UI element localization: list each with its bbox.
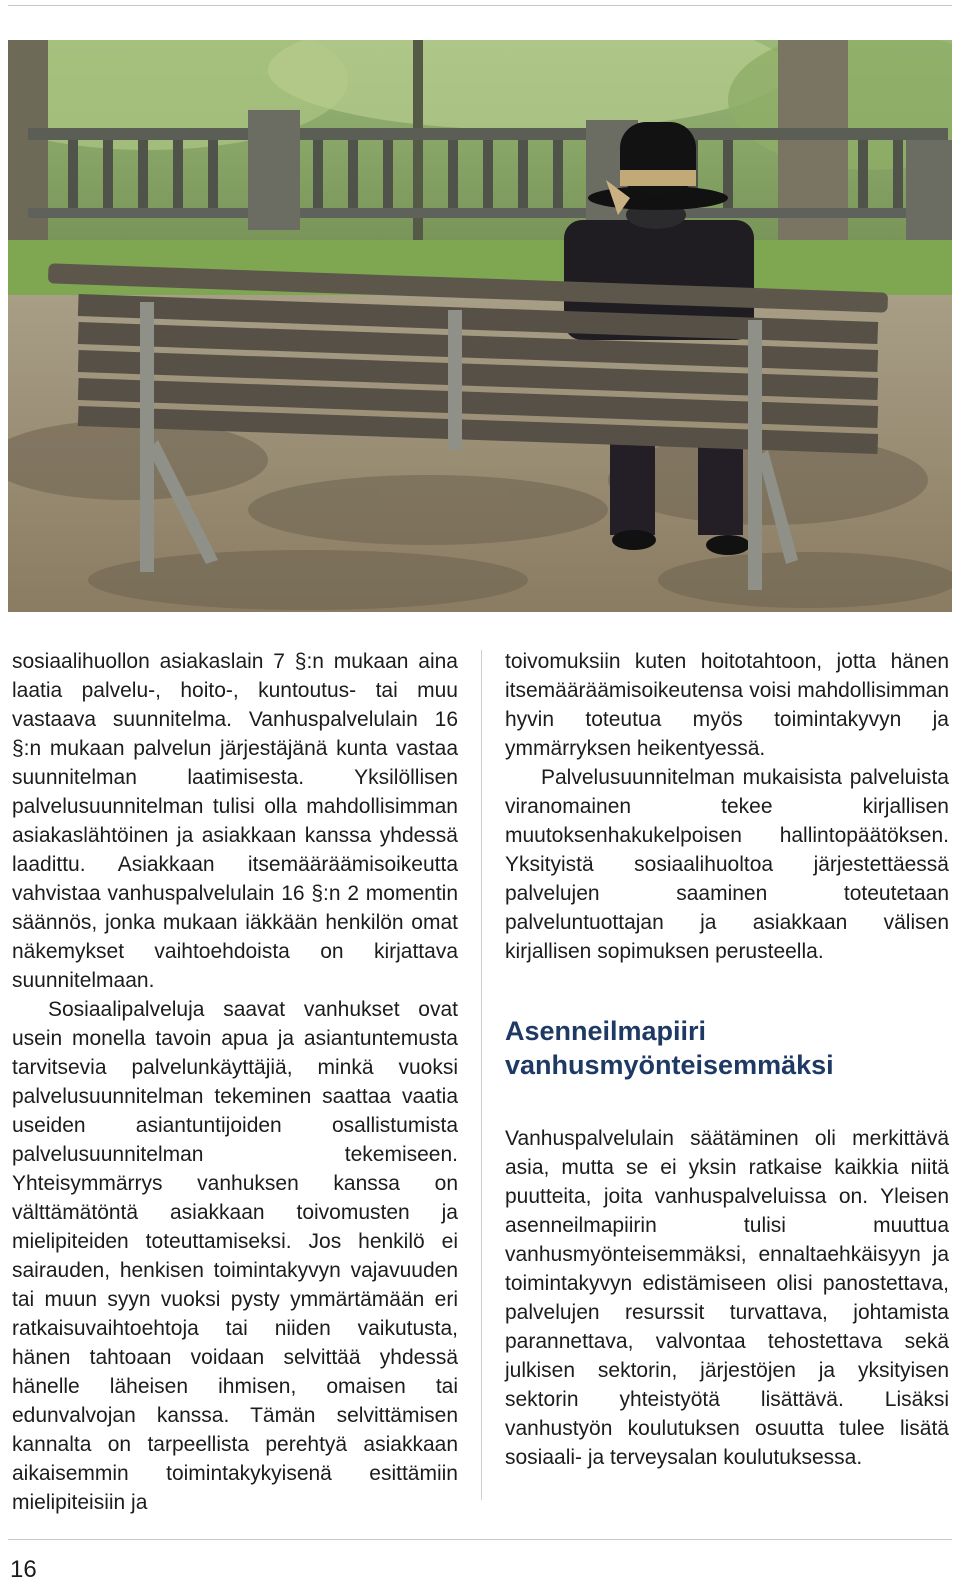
- section-heading-line: vanhusmyönteisemmäksi: [505, 1050, 834, 1080]
- section-paragraph: Vanhuspalvelulain säätäminen oli merkittävä asia, mutta se ei yksin ratkaise kaikkia niitä puutteita, joita vanhuspalveluissa on. Yleisen asenneilmapiirin tulisi muuttua vanhusmyönteisemmäksi, ennaltaehkäisyyn ja toimintakyvyn edistämiseen olisi panostettava, palvelujen resurssit turvattava, johtamista parannettava, valvontaa tehostettava sekä julkisen sektorin, järjestöjen ja yksityisen sektorin yhteistyötä lisättävä. Lisäksi vanhustyön koulutuksen osuutta tulee lisätä sosiaali- ja terveysalan koulutuksessa.: [505, 1127, 949, 1469]
- page-number: 16: [10, 1556, 37, 1583]
- bottom-rule: [8, 1539, 952, 1540]
- left-paragraph: sosiaalihuollon asiakaslain 7 §:n mukaan aina laatia palvelu-, hoito-, kuntoutus- tai muu vastaava suunnitelma. Vanhuspalvelulain 16 §:n mukaan palvelun järjestäjänä kunta vastaa suunnitelman laatimisesta. Yksilöllisen palvelusuunnitelman tulisi olla mahdollisimman asiakaslähtöinen ja asiakkaan kanssa yhdessä laadittu. Asiakkaan itsemääräämisoikeutta vahvistaa vanhuspalvelulain 16 §:n 2 momentin säännös, jonka mukaan iäkkään henkilön omat näkemykset vaihtoehdoista on kirjattava suunnitelmaan.: [12, 650, 458, 992]
- left-paragraph: Sosiaalipalveluja saavat vanhukset ovat usein monella tavoin apua ja asiantuntemusta tarvitsevia palvelunkäyttäjiä, minkä vuoksi palvelusuunnitelman tekeminen saattaa vaatia useiden asiantuntijoiden osallistumista palvelusuunnitelman tekemiseen. Yhteisymmärrys vanhuksen kanssa on välttämätöntä asiakkaan toivomusten ja mielipiteiden toteuttamiseksi. Jos henkilö ei sairauden, henkisen toimintakyvyn vajavuuden tai muun syyn vuoksi pysty ymmärtämään eri ratkaisuvaihtoehtoja tai niiden vaikutusta, hänen tahtoaan voidaan selvittää yhdessä hänelle läheisen ihmisen, omaisen tai edunvalvojan kanssa. Tämän selvittämisen kannalta on tarpeellista perehtyä asiakkaan aikaisemmin toimintakykyisenä esittämiin mielipiteisiin ja: [12, 998, 458, 1514]
- park-bench-photo: [8, 40, 952, 612]
- column-divider: [481, 650, 482, 1500]
- right-paragraph: Palvelusuunnitelman mukaisista palveluista viranomainen tekee kirjallisen muutoksenhakukelpoisen hallintopäätöksen. Yksityistä sosiaalihuoltoa järjestettäessä palvelujen saaminen toteutetaan palveluntuottajan ja asiakkaan välisen kirjallisen sopimuksen perusteella.: [505, 766, 949, 963]
- top-rule: [8, 5, 952, 6]
- section-heading-line: Asenneilmapiiri: [505, 1016, 707, 1046]
- right-column: [505, 647, 949, 1472]
- section-heading: [505, 1014, 949, 1082]
- right-paragraph: toivomuksiin kuten hoitotahtoon, jotta hänen itsemääräämisoikeutensa voisi mahdollisimman hyvin toteutua myös toimintakyvyn ja ymmärryksen heikentyessä.: [505, 650, 949, 760]
- left-column: [12, 647, 458, 1517]
